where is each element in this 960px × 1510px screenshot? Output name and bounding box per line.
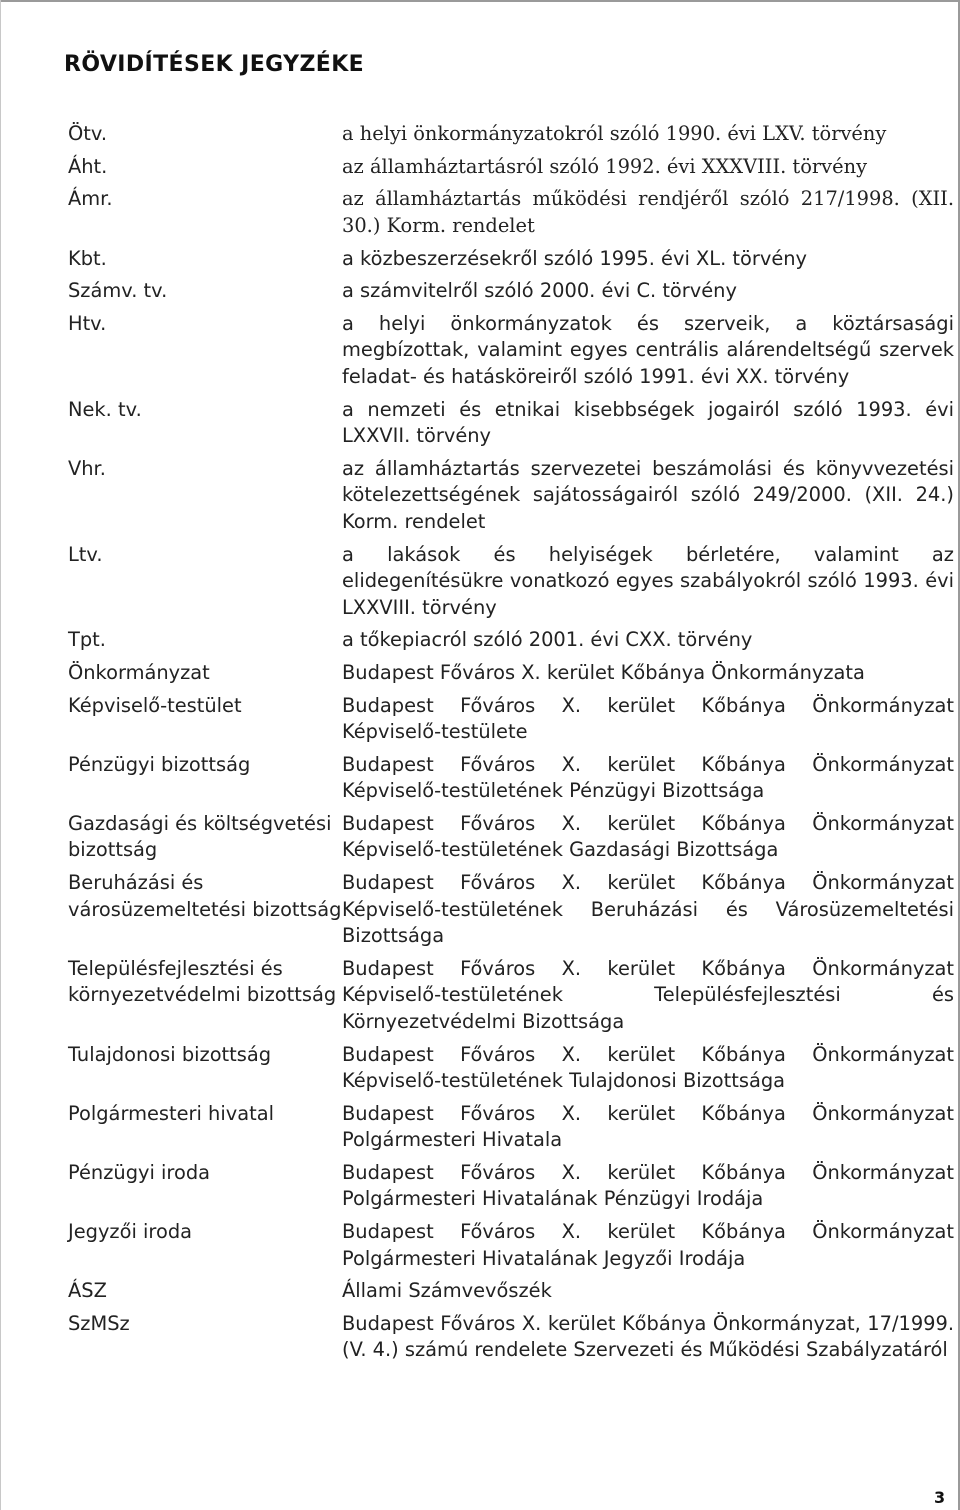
abbreviation-term: Ötv. xyxy=(68,122,107,145)
abbreviation-row xyxy=(68,1219,956,1272)
page-top-border xyxy=(0,0,960,2)
abbreviation-definition: a helyi önkormányzatokról szóló 1990. évi LXV. törvény xyxy=(342,122,887,145)
abbreviation-definition: a tőkepiacról szóló 2001. évi CXX. törvény xyxy=(342,628,753,652)
abbreviation-definition: Budapest Főváros X. kerület Kőbánya Önkormányzat Képviselő-testületének Pénzügyi Bizottsága xyxy=(342,752,954,803)
abbreviation-row xyxy=(68,1160,956,1213)
page-title: RÖVIDÍTÉSEK JEGYZÉKE xyxy=(64,52,365,77)
abbreviation-row xyxy=(68,660,956,687)
abbreviation-definition: a közbeszerzésekről szóló 1995. évi XL. törvény xyxy=(342,246,808,270)
abbreviation-term: ÁSZ xyxy=(68,1279,107,1303)
abbreviation-term: Áht. xyxy=(68,154,108,178)
abbreviation-definition: a lakások és helyiségek bérletére, valamint az elidegenítésükre vonatkozó egyes szabályokról szóló 1993. évi LXXVIII. törvény xyxy=(342,542,954,619)
abbreviation-term: Önkormányzat xyxy=(68,660,210,684)
abbreviation-row xyxy=(68,311,956,391)
abbreviation-row xyxy=(68,752,956,805)
abbreviation-definition: Állami Számvevőszék xyxy=(342,1279,552,1303)
abbreviation-definition: Budapest Főváros X. kerület Kőbánya Önkormányzat Képviselő-testületének Településfejlesztési és Környezetvédelmi Bizottsága xyxy=(342,956,954,1033)
abbreviation-row xyxy=(68,246,956,273)
abbreviation-row xyxy=(68,1042,956,1095)
abbreviation-term: Vhr. xyxy=(68,456,106,480)
page-left-border xyxy=(0,0,1,1510)
abbreviation-row xyxy=(68,397,956,450)
abbreviation-term: Számv. tv. xyxy=(68,279,168,303)
abbreviation-term: Tpt. xyxy=(68,628,106,652)
abbreviation-definition: Budapest Főváros X. kerület Kőbánya Önkormányzata xyxy=(342,660,865,684)
abbreviation-definition: Budapest Főváros X. kerület Kőbánya Önkormányzat Polgármesteri Hivatalának Pénzügyi Irodája xyxy=(342,1160,954,1211)
abbreviation-definition: az államháztartás szervezetei beszámolási és könyvvezetési kötelezettségének sajátosságairól szóló 249/2000. (XII. 24.) Korm. rendelet xyxy=(342,456,954,533)
abbreviation-term: Pénzügyi iroda xyxy=(68,1160,211,1184)
abbreviation-term: Kbt. xyxy=(68,246,107,270)
abbreviation-row xyxy=(68,542,956,622)
abbreviation-definition: a helyi önkormányzatok és szerveik, a köztársasági megbízottak, valamint egyes centrális alárendeltségű szervek feladat- és hatásköreiről szóló 1991. évi XX. törvény xyxy=(342,311,954,388)
abbreviation-definition: Budapest Főváros X. kerület Kőbánya Önkormányzat Képviselő-testülete xyxy=(342,693,954,744)
abbreviation-term: Htv. xyxy=(68,311,107,335)
abbreviation-term: Képviselő-testület xyxy=(68,693,242,717)
abbreviation-definition: a nemzeti és etnikai kisebbségek jogairól szóló 1993. évi LXXVII. törvény xyxy=(342,397,954,448)
abbreviation-row xyxy=(68,121,956,148)
abbreviation-row xyxy=(68,186,956,239)
abbreviation-row xyxy=(68,456,956,536)
abbreviation-row xyxy=(68,870,956,950)
abbreviation-row xyxy=(68,693,956,746)
abbreviation-term: Polgármesteri hivatal xyxy=(68,1101,274,1125)
abbreviation-row xyxy=(68,956,956,1036)
abbreviation-definition: Budapest Főváros X. kerület Kőbánya Önkormányzat Képviselő-testületének Tulajdonosi Bizottsága xyxy=(342,1042,954,1092)
abbreviation-row xyxy=(68,627,956,654)
abbreviation-definition: Budapest Főváros X. kerület Kőbánya Önkormányzat, 17/1999. (V. 4.) számú rendelete Szervezeti és Működési Szabályzatáról xyxy=(342,1311,954,1362)
abbreviation-definition: Budapest Főváros X. kerület Kőbánya Önkormányzat Képviselő-testületének Beruházási és Városüzemeltetési Bizottsága xyxy=(342,871,954,948)
page-number: 3 xyxy=(934,1488,946,1507)
abbreviation-definition: Budapest Főváros X. kerület Kőbánya Önkormányzat Polgármesteri Hivatalának Jegyzői Irodája xyxy=(342,1220,954,1270)
abbreviation-term: Tulajdonosi bizottság xyxy=(68,1042,272,1066)
abbreviation-term: Gazdasági és költségvetési bizottság xyxy=(68,811,332,862)
abbreviation-definition: a számvitelről szóló 2000. évi C. törvény xyxy=(342,279,737,303)
abbreviation-row xyxy=(68,278,956,305)
abbreviation-definition: az államháztartásról szóló 1992. évi XXXVIII. törvény xyxy=(342,154,868,178)
abbreviation-row xyxy=(68,154,956,181)
abbreviation-term: Településfejlesztési és környezetvédelmi bizottság xyxy=(68,956,337,1007)
abbreviation-row xyxy=(68,1278,956,1305)
abbreviation-term: Ámr. xyxy=(68,187,113,211)
abbreviation-row xyxy=(68,811,956,864)
abbreviation-term: Pénzügyi bizottság xyxy=(68,752,251,776)
abbreviation-definition: Budapest Főváros X. kerület Kőbánya Önkormányzat Polgármesteri Hivatala xyxy=(342,1101,954,1152)
abbreviation-term: SzMSz xyxy=(68,1311,130,1335)
abbreviation-table xyxy=(68,121,956,1370)
abbreviation-definition: Budapest Főváros X. kerület Kőbánya Önkormányzat Képviselő-testületének Gazdasági Bizottsága xyxy=(342,811,954,862)
abbreviation-row xyxy=(68,1101,956,1154)
abbreviation-row xyxy=(68,1311,956,1364)
abbreviation-term: Beruházási és városüzemeltetési bizottság xyxy=(68,871,342,921)
abbreviation-term: Nek. tv. xyxy=(68,397,142,421)
abbreviation-definition: az államháztartás működési rendjéről szóló 217/1998. (XII. 30.) Korm. rendelet xyxy=(342,187,954,237)
abbreviation-term: Ltv. xyxy=(68,542,103,566)
abbreviation-term: Jegyzői iroda xyxy=(68,1220,193,1244)
